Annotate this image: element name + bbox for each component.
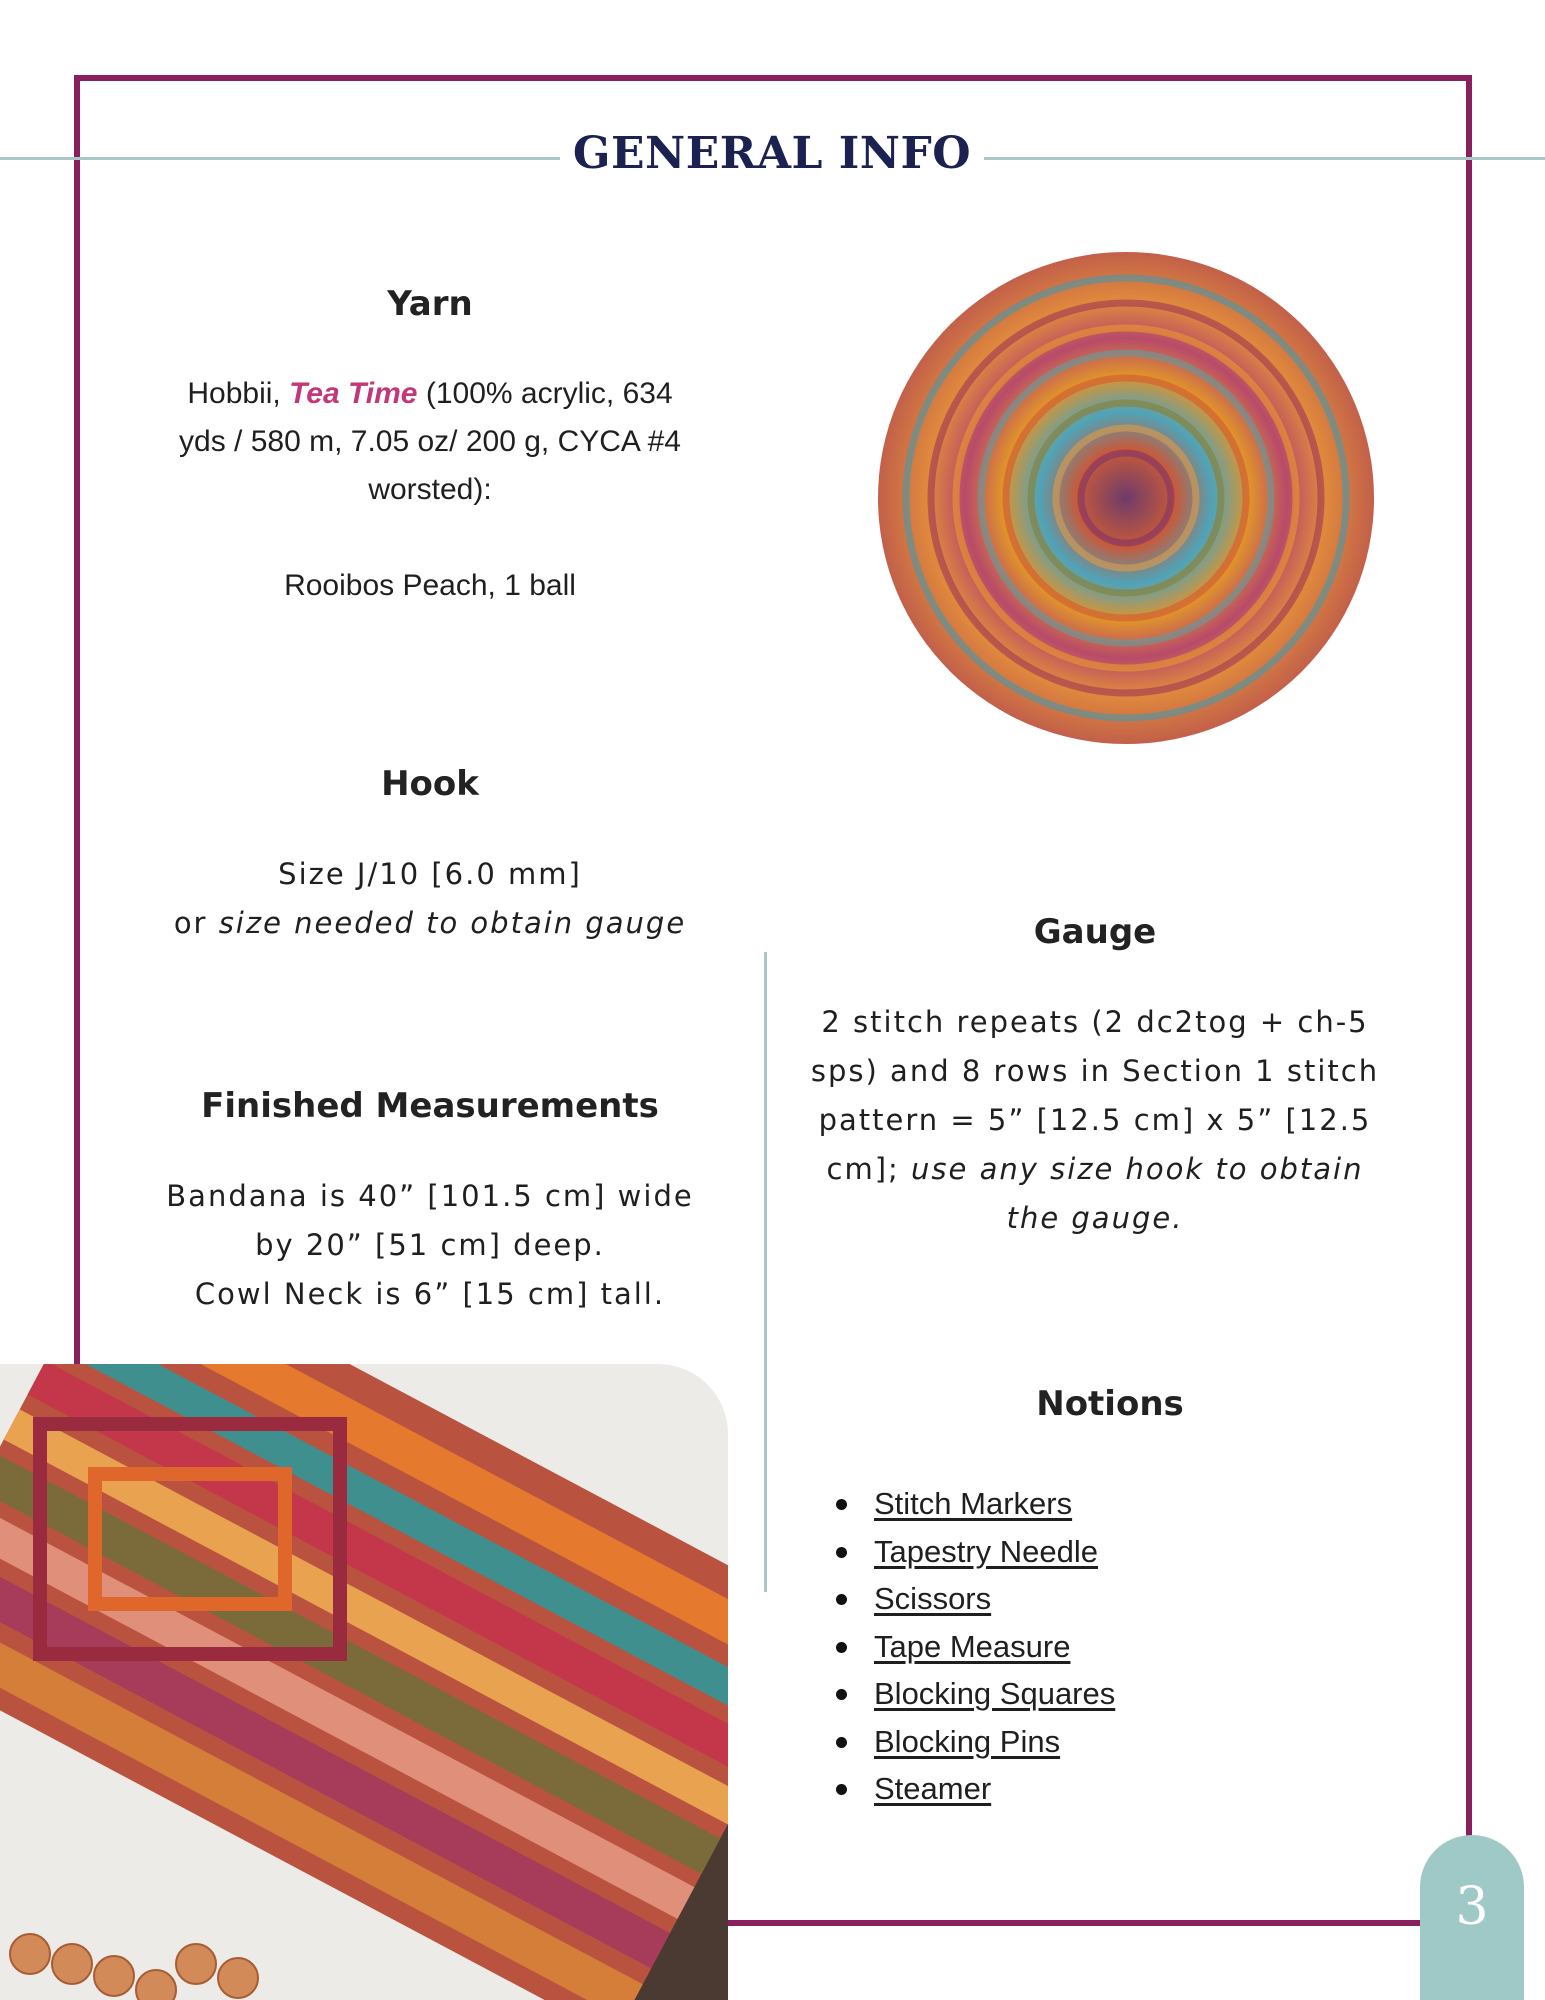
yarn-details: (100% acrylic, 634 yds / 580 m, 7.05 oz/ 200 g, CYCA #4 worsted): [179,377,681,506]
gauge-text [800,998,1390,1243]
hook-heading: Hook [381,764,479,804]
list-item [866,1528,1115,1576]
list-item [866,1623,1115,1671]
page-title: GENERAL INFO [572,128,972,179]
gauge-heading: Gauge [1033,912,1157,952]
list-item [866,1765,1115,1813]
notion-link-steamer[interactable]: Steamer [874,1771,992,1806]
page-number-tab [1420,1835,1524,2000]
measurements-section [130,1086,730,1319]
notion-link-tape-measure[interactable]: Tape Measure [874,1628,1071,1664]
header-rule-right [984,157,1545,160]
yarn-heading: Yarn [387,284,473,324]
list-item [866,1575,1115,1623]
list-item [866,1718,1115,1766]
yarn-ball-image [876,248,1376,748]
hook-alt-prefix: or [173,906,208,940]
notions-list [866,1480,1115,1813]
list-item [866,1670,1115,1718]
notions-heading: Notions [1036,1384,1184,1424]
bullet-icon [836,1594,847,1605]
notion-link-tapestry-needle[interactable]: Tapestry Needle [874,1533,1099,1569]
yarn-name: Tea Time [289,377,418,410]
yarn-description [130,370,730,514]
header-rule-left [0,157,560,160]
yarn-section [130,284,730,610]
measurements-line-1: Bandana is 40” [101.5 cm] wide [166,1179,694,1213]
bullet-icon [836,1737,847,1748]
notion-link-blocking-pins[interactable]: Blocking Pins [874,1723,1061,1759]
measurements-line-3: Cowl Neck is 6” [15 cm] tall. [194,1277,666,1311]
yarn-color: Rooibos Peach, 1 ball [284,569,576,602]
measurements-heading: Finished Measurements [201,1086,659,1126]
bullet-icon [836,1689,847,1700]
hook-section [130,764,730,948]
list-item [866,1480,1115,1528]
yarn-brand: Hobbii, [187,377,281,410]
gauge-section [800,912,1390,1243]
column-divider [764,952,767,1592]
bullet-icon [836,1499,847,1510]
notion-link-stitch-markers[interactable]: Stitch Markers [874,1486,1073,1521]
gauge-body: 2 stitch repeats (2 dc2tog + ch-5 sps) and 8 rows in Section 1 stitch pattern = 5” [12.5 cm] x 5” [12.5 cm]; [810,1005,1380,1186]
notion-link-scissors[interactable]: Scissors [874,1581,992,1616]
measurements-line-2: by 20” [51 cm] deep. [255,1228,605,1262]
bullet-icon [836,1642,847,1653]
hook-alt-text: size needed to obtain gauge [218,906,687,940]
gauge-note: use any size hook to obtain the gauge. [911,1152,1364,1235]
bandana-photo [0,1364,728,2000]
page-number: 3 [1455,1877,1489,1937]
hook-size: Size J/10 [6.0 mm] [278,857,582,891]
hook-alternative [130,899,730,948]
bandana-photo-image [0,1364,728,2000]
notions-section [820,1384,1400,1424]
bullet-icon [836,1784,847,1795]
bullet-icon [836,1547,847,1558]
notion-link-blocking-squares[interactable]: Blocking Squares [874,1676,1116,1711]
